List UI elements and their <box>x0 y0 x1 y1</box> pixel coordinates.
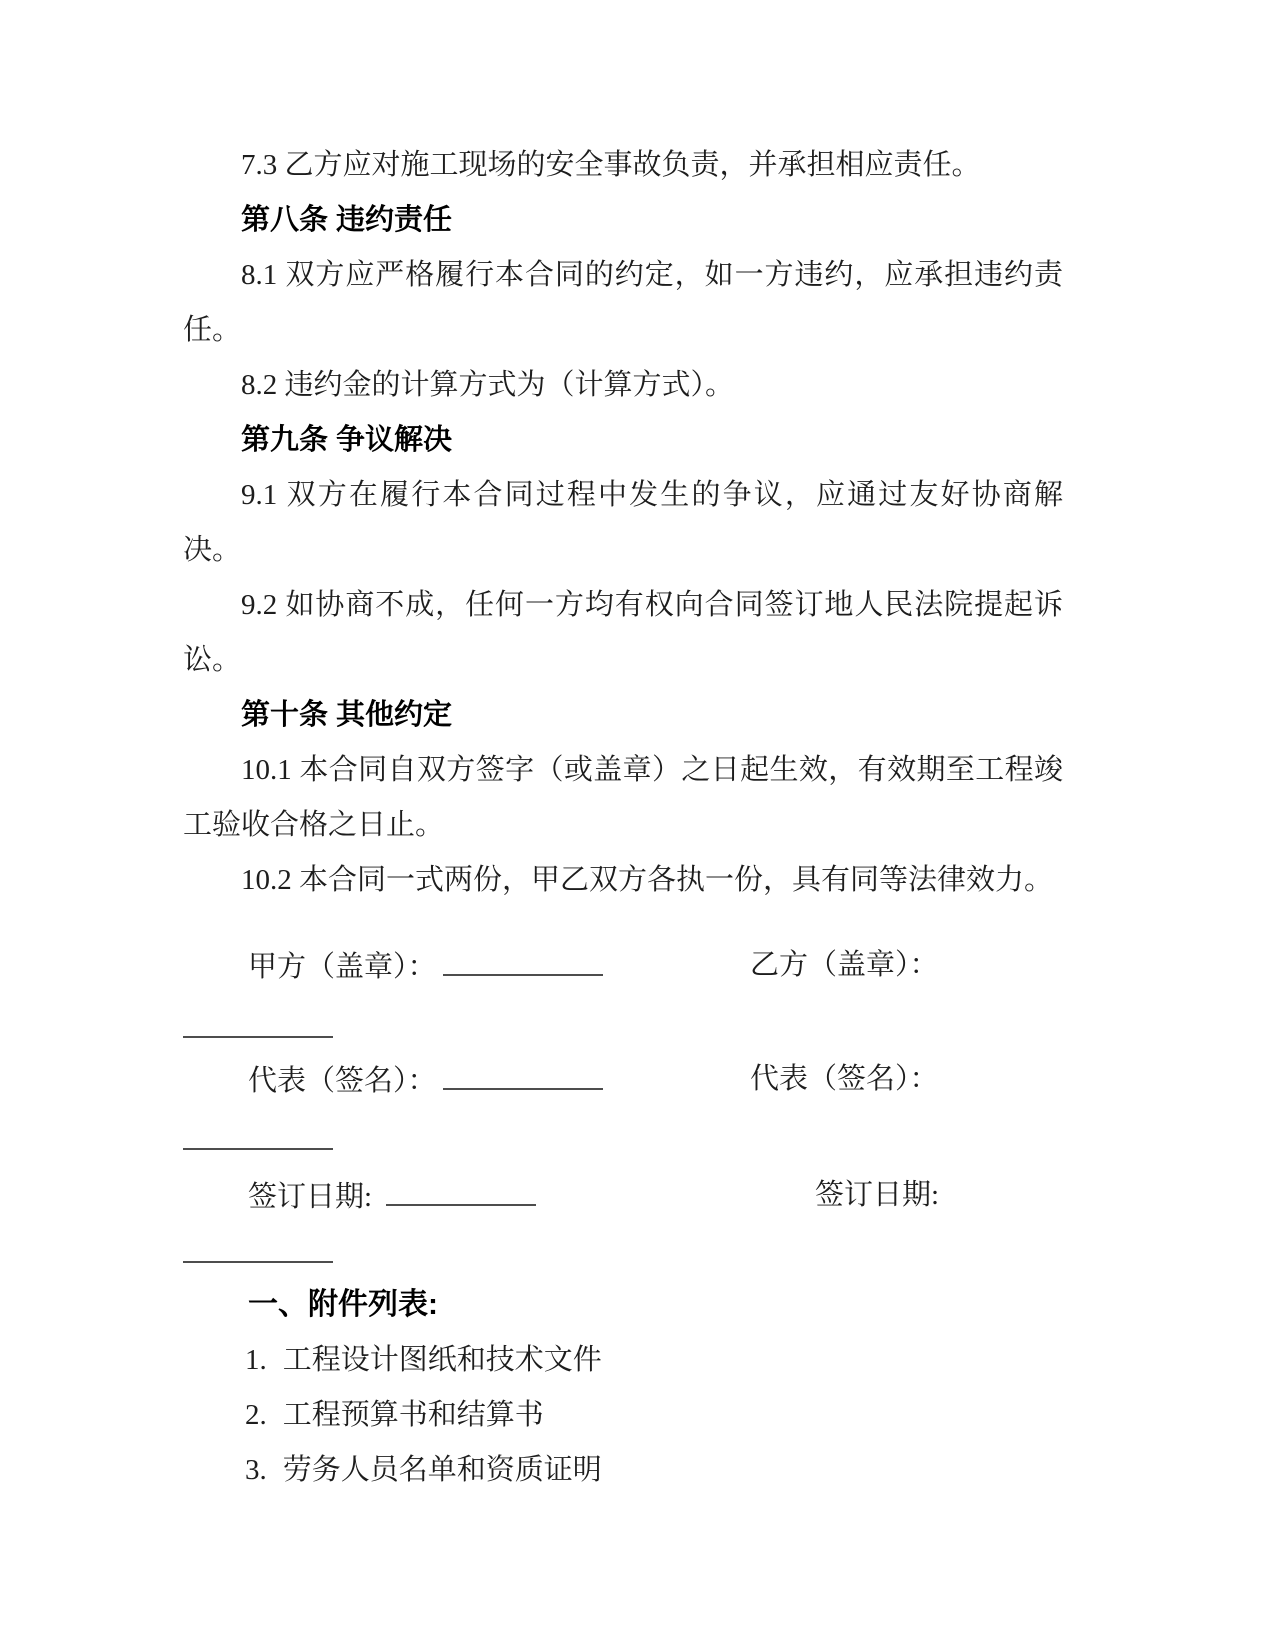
clause-10-1: 10.1 本合同自双方签字（或盖章）之日起生效，有效期至工程竣工验收合格之日止。 <box>183 754 1063 841</box>
attachment-item-3-number: 3. <box>245 1454 267 1486</box>
attachment-item-1-text: 工程设计图纸和技术文件 <box>282 1344 602 1376</box>
attachment-item-3-text: 劳务人员名单和资质证明 <box>282 1454 602 1486</box>
party-b-date-blank-line <box>183 1237 333 1263</box>
party-a-date-row <box>248 1178 536 1214</box>
party-a-representative-row <box>248 1062 603 1098</box>
party-a-representative-blank-line <box>443 1062 603 1090</box>
party-b-date-label: 签订日期: <box>815 1179 940 1211</box>
clause-heading-article-9: 第九条 争议解决 <box>241 424 453 456</box>
clause-heading-article-8: 第八条 违约责任 <box>241 204 453 236</box>
party-a-seal-label: 甲方（盖章）： <box>248 951 437 983</box>
attachment-item-1-number: 1. <box>245 1344 267 1376</box>
party-b-seal-label: 乙方（盖章）： <box>750 949 939 981</box>
party-b-representative-blank-line <box>183 1124 333 1150</box>
attachment-list-heading: 一、附件列表: <box>248 1288 438 1321</box>
clause-9-1: 9.1 双方在履行本合同过程中发生的争议，应通过友好协商解决。 <box>183 479 1063 566</box>
party-a-seal-row <box>248 948 603 984</box>
clause-9-2: 9.2 如协商不成，任何一方均有权向合同签订地人民法院提起诉讼。 <box>183 589 1063 676</box>
party-a-representative-label: 代表（签名）： <box>248 1065 437 1097</box>
party-b-date-row <box>815 1178 939 1212</box>
attachment-item-2 <box>245 1398 544 1432</box>
clause-10-2: 10.2 本合同一式两份，甲乙双方各执一份，具有同等法律效力。 <box>241 864 1054 896</box>
clause-8-2: 8.2 违约金的计算方式为（计算方式）。 <box>241 369 735 401</box>
clause-7-3: 7.3 乙方应对施工现场的安全事故负责，并承担相应责任。 <box>241 149 981 181</box>
attachment-item-3 <box>245 1453 602 1487</box>
party-b-seal-blank-line <box>183 1012 333 1038</box>
party-a-seal-blank-line <box>443 948 603 976</box>
clause-8-1: 8.1 双方应严格履行本合同的约定，如一方违约，应承担违约责任。 <box>183 259 1063 346</box>
attachment-item-1 <box>245 1343 602 1377</box>
party-a-date-blank-line <box>386 1178 536 1206</box>
attachment-item-2-number: 2. <box>245 1399 267 1431</box>
party-a-date-label: 签订日期: <box>248 1181 373 1213</box>
clause-heading-article-10: 第十条 其他约定 <box>241 699 453 731</box>
party-b-seal-row <box>750 948 939 982</box>
attachment-item-2-text: 工程预算书和结算书 <box>282 1399 544 1431</box>
party-b-representative-row <box>750 1062 939 1096</box>
party-b-representative-label: 代表（签名）： <box>750 1063 939 1095</box>
clause-text-block <box>183 138 1063 908</box>
